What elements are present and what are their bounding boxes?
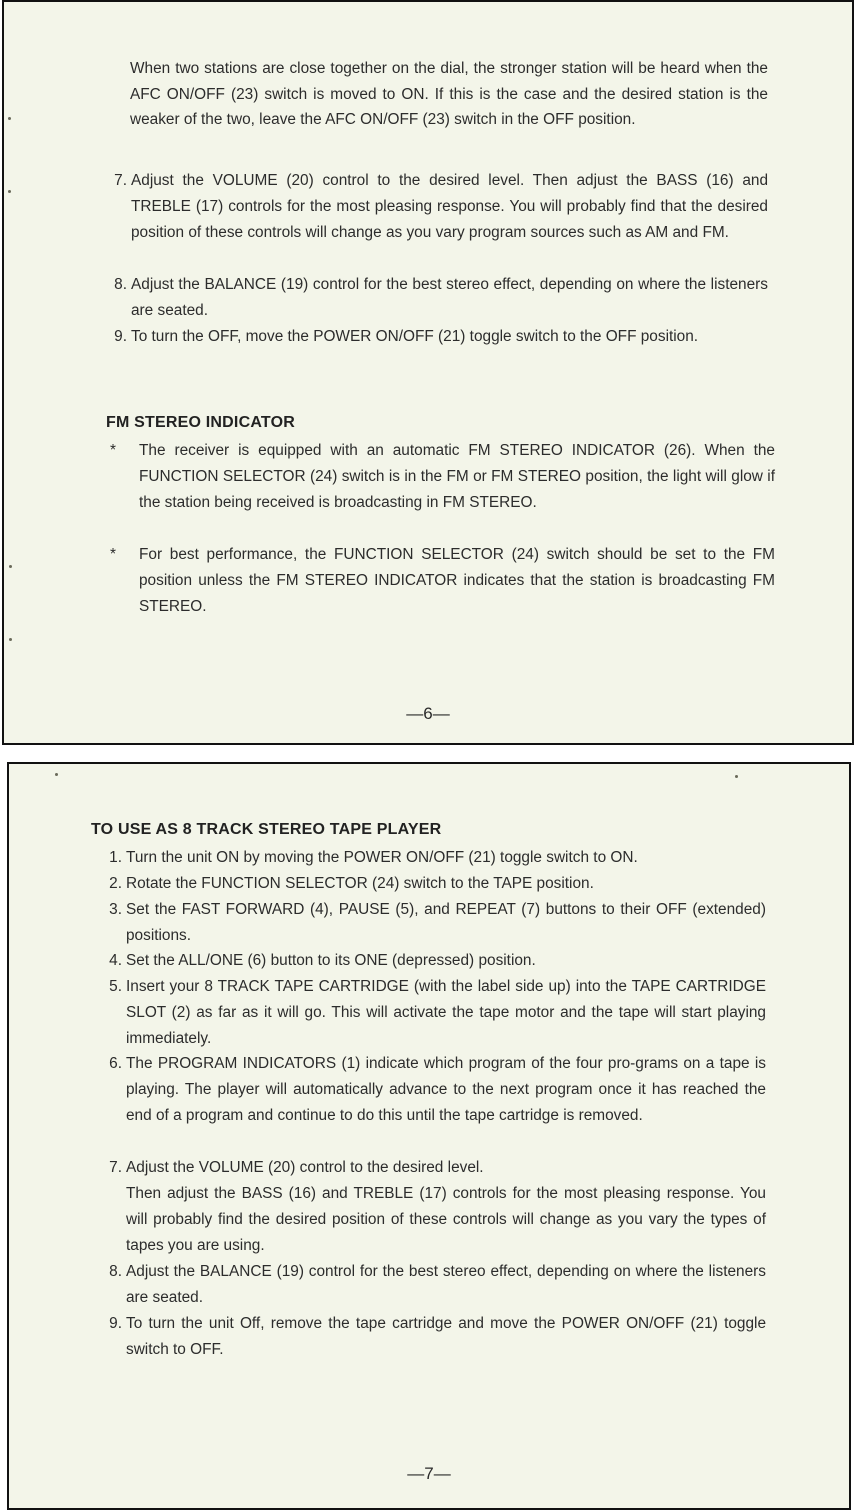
- step-9: [96, 1311, 766, 1363]
- paper-speck: [55, 773, 58, 776]
- step-7: [101, 168, 768, 246]
- step-text: To turn the OFF, move the POWER ON/OFF (21) toggle switch to the OFF position.: [131, 328, 699, 345]
- step-4: [96, 948, 766, 974]
- step-text: Rotate the FUNCTION SELECTOR (24) switch to the TAPE position.: [126, 875, 594, 892]
- paper-speck: [9, 565, 12, 568]
- step-1: [96, 845, 766, 871]
- afc-paragraph: When two stations are close together on the dial, the stronger station will be heard when the AFC ON/OFF (23) switch is moved to ON. If this is the case and the desired station is the weaker of the two, leave the AFC ON/OFF (23) switch in the OFF position.: [130, 60, 768, 128]
- step-text: Adjust the BALANCE (19) control for the best stereo effect, depending on where the listeners are seated.: [126, 1263, 766, 1306]
- step-number: 6.: [109, 1055, 122, 1072]
- step-6: [96, 1051, 766, 1129]
- bullet-text: The receiver is equipped with an automatic FM STEREO INDICATOR (26). When the FUNCTION SELECTOR (24) switch is in the FM or FM STEREO position, the light will glow if the station being received is broadcasting in FM STEREO.: [139, 442, 775, 511]
- bullet-mark: *: [110, 546, 116, 563]
- step-9: [101, 324, 768, 350]
- step-number: 8.: [109, 1263, 122, 1280]
- step-number: 2.: [109, 875, 122, 892]
- bullet-text: For best performance, the FUNCTION SELECTOR (24) switch should be set to the FM position unless the FM STEREO INDICATOR indicates that the station is broadcasting FM STEREO.: [139, 546, 775, 615]
- bullet-mark: *: [110, 442, 116, 459]
- step-number: 1.: [109, 849, 122, 866]
- step-text: Adjust the VOLUME (20) control to the desired level. Then adjust the BASS (16) and TREBLE (17) controls for the most pleasing response. You will probably find that the desired position of these controls will change as you vary program sources such as AM and FM.: [131, 172, 768, 241]
- step-text: Adjust the BALANCE (19) control for the best stereo effect, depending on where the listeners are seated.: [131, 276, 768, 319]
- step-number: 5.: [109, 978, 122, 995]
- step-number: 9.: [109, 1315, 122, 1332]
- section-heading: FM STEREO INDICATOR: [106, 414, 295, 431]
- step-text: The PROGRAM INDICATORS (1) indicate which program of the four pro-grams on a tape is playing. The player will automatically advance to the next program once it has reached the end of a program and continue to do this until the tape cartridge is removed.: [126, 1055, 766, 1124]
- manual-page-6: [2, 0, 854, 745]
- step-text: Turn the unit ON by moving the POWER ON/OFF (21) toggle switch to ON.: [126, 849, 638, 866]
- step-2: [96, 871, 766, 897]
- page-number: —6—: [406, 704, 450, 723]
- paper-speck: [9, 638, 12, 641]
- page-number: —7—: [407, 1464, 451, 1483]
- step-number: 8.: [114, 276, 127, 293]
- step-number: 7.: [114, 172, 127, 189]
- step-number: 4.: [109, 952, 122, 969]
- step-text: Adjust the VOLUME (20) control to the desired level.: [126, 1159, 484, 1176]
- bullet-item: [110, 542, 775, 620]
- step-number: 3.: [109, 901, 122, 918]
- step-7: [96, 1155, 766, 1259]
- step-3: [96, 897, 766, 949]
- paper-speck: [735, 775, 738, 778]
- step-text-continued: Then adjust the BASS (16) and TREBLE (17) controls for the most pleasing response. You will probably find the desired position of these controls will change as you vary the types of tapes you are using.: [126, 1185, 766, 1254]
- step-text: Set the ALL/ONE (6) button to its ONE (depressed) position.: [126, 952, 536, 969]
- section-heading: TO USE AS 8 TRACK STEREO TAPE PLAYER: [91, 821, 442, 838]
- step-text: To turn the unit Off, remove the tape cartridge and move the POWER ON/OFF (21) toggle switch to OFF.: [126, 1315, 766, 1358]
- manual-page-7: [7, 762, 851, 1510]
- step-5: [96, 974, 766, 1052]
- step-number: 7.: [109, 1159, 122, 1176]
- paper-speck: [8, 190, 11, 193]
- step-number: 9.: [114, 328, 127, 345]
- bullet-item: [110, 438, 775, 516]
- step-8: [96, 1259, 766, 1311]
- step-text: Set the FAST FORWARD (4), PAUSE (5), and REPEAT (7) buttons to their OFF (extended) positions.: [126, 901, 766, 944]
- paper-speck: [8, 117, 11, 120]
- step-text: Insert your 8 TRACK TAPE CARTRIDGE (with the label side up) into the TAPE CARTRIDGE SLOT (2) as far as it will go. This will activate the tape motor and the tape will start playing immediately.: [126, 978, 766, 1047]
- step-8: [101, 272, 768, 324]
